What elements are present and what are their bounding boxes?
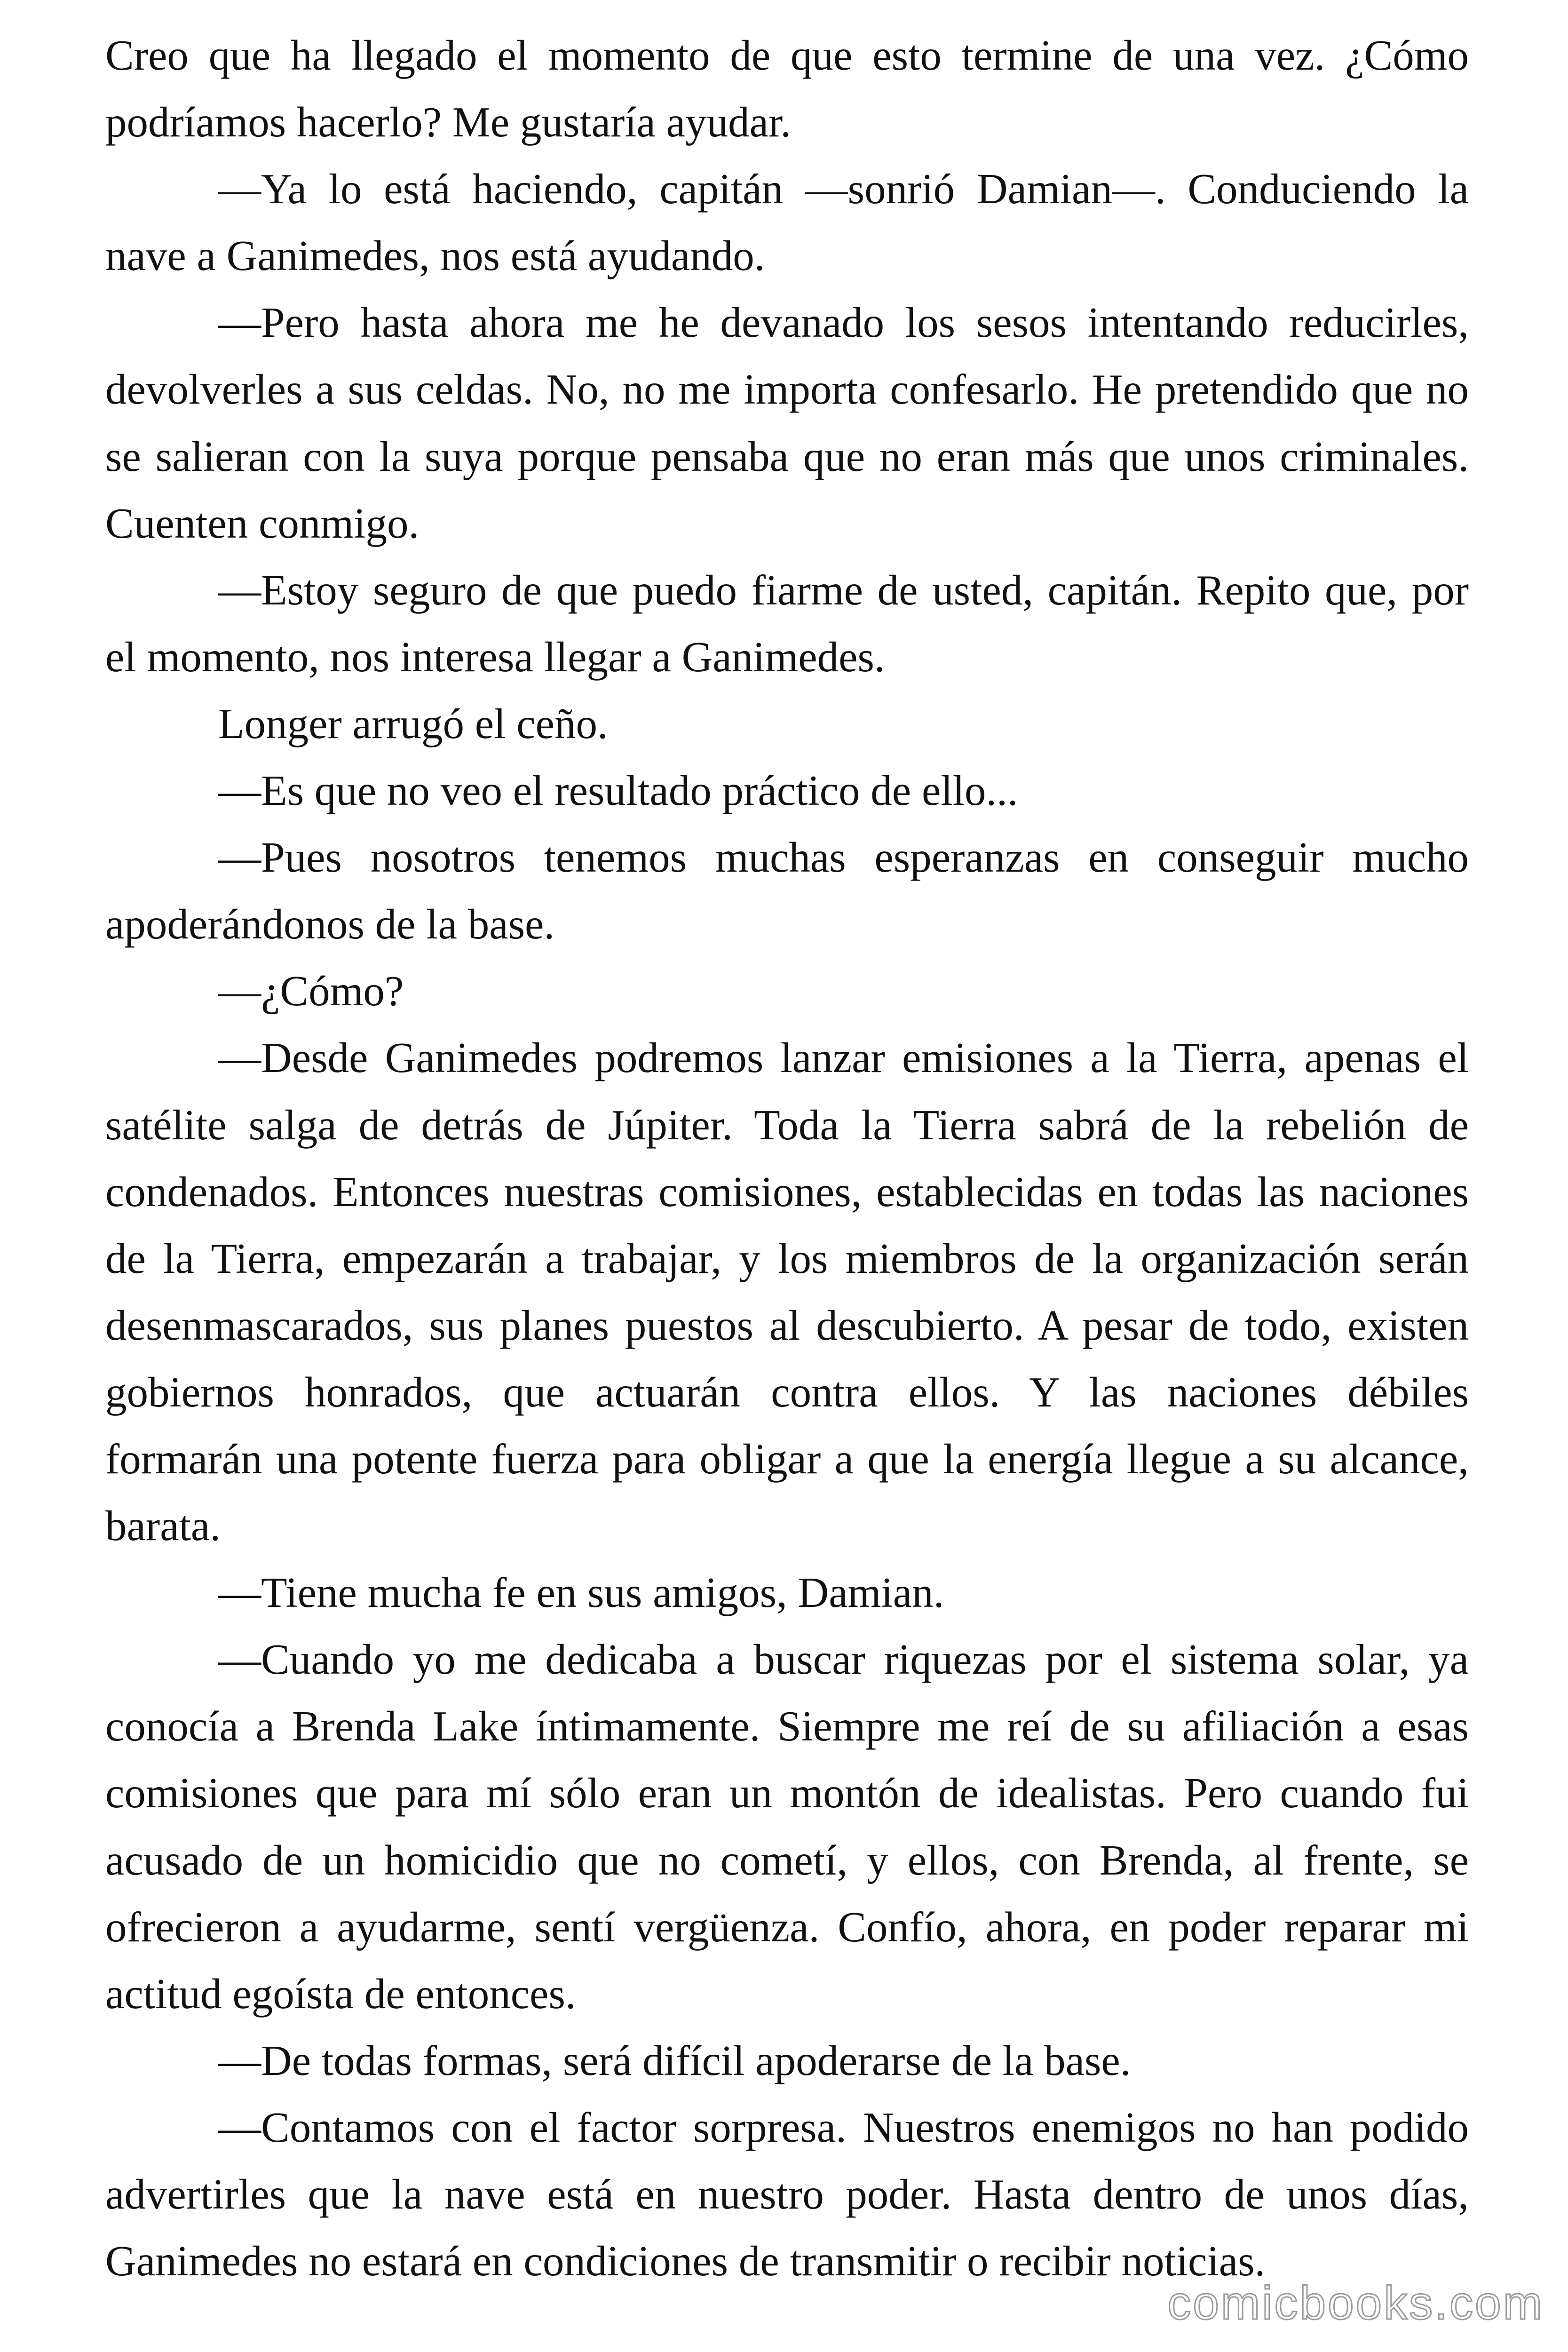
text-line: gobiernos honrados, que actuarán contra ellos. Y las naciones débiles <box>105 1368 1469 1416</box>
text-line: —Estoy seguro de que puedo fiarme de usted, capitán. Repito que, por <box>218 566 1469 614</box>
text-line: —Desde Ganimedes podremos lanzar emisiones a la Tierra, apenas el <box>218 1034 1469 1082</box>
paragraph <box>105 1626 1469 2027</box>
paragraph <box>105 22 1469 156</box>
paragraph <box>105 691 1469 757</box>
paragraph <box>105 958 1469 1025</box>
paragraph <box>105 1025 1469 1559</box>
text-line: se salieran con la suya porque pensaba que no eran más que unos criminales. <box>105 432 1469 480</box>
paragraph <box>105 2027 1469 2094</box>
text-line: —Pues nosotros tenemos muchas esperanzas en conseguir mucho <box>218 834 1469 882</box>
text-line: podríamos hacerlo? Me gustaría ayudar. <box>105 98 791 146</box>
text-line: satélite salga de detrás de Júpiter. Toda la Tierra sabrá de la rebelión de <box>105 1101 1469 1149</box>
text-line: nave a Ganimedes, nos está ayudando. <box>105 232 765 280</box>
paragraph <box>105 289 1469 556</box>
text-line: —Ya lo está haciendo, capitán —sonrió Damian—. Conduciendo la <box>218 165 1469 213</box>
text-line: actitud egoísta de entonces. <box>105 1970 576 2018</box>
text-line: Creo que ha llegado el momento de que esto termine de una vez. ¿Cómo <box>105 32 1469 79</box>
text-line: —¿Cómo? <box>218 967 404 1015</box>
paragraph <box>105 2094 1469 2295</box>
text-line: Longer arrugó el ceño. <box>218 699 608 747</box>
text-line: —Contamos con el factor sorpresa. Nuestros enemigos no han podido <box>218 2103 1469 2151</box>
text-line: formarán una potente fuerza para obligar a que la energía llegue a su alcance, <box>105 1435 1469 1483</box>
text-line: Ganimedes no estará en condiciones de transmitir o recibir noticias. <box>105 2237 1266 2285</box>
text-line: condenados. Entonces nuestras comisiones, establecidas en todas las naciones <box>105 1168 1469 1216</box>
text-line: —De todas formas, será difícil apoderarse de la base. <box>218 2036 1131 2084</box>
text-line: —Es que no veo el resultado práctico de ello... <box>218 767 1018 815</box>
text-line: advertirles que la nave está en nuestro poder. Hasta dentro de unos días, <box>105 2170 1469 2218</box>
text-body <box>105 22 1469 2295</box>
text-line: de la Tierra, empezarán a trabajar, y los miembros de la organización serán <box>105 1234 1469 1282</box>
text-line: barata. <box>105 1502 221 1550</box>
text-line: —Tiene mucha fe en sus amigos, Damian. <box>218 1569 944 1617</box>
text-line: Cuenten conmigo. <box>105 499 420 547</box>
text-line: ofrecieron a ayudarme, sentí vergüenza. Confío, ahora, en poder reparar mi <box>105 1903 1469 1951</box>
text-line: —Pero hasta ahora me he devanado los sesos intentando reducirles, <box>218 299 1469 347</box>
paragraph <box>105 824 1469 958</box>
text-line: conocía a Brenda Lake íntimamente. Siempre me reí de su afiliación a esas <box>105 1702 1469 1750</box>
paragraph <box>105 156 1469 289</box>
paragraph <box>105 757 1469 824</box>
text-line: —Cuando yo me dedicaba a buscar riquezas por el sistema solar, ya <box>218 1636 1469 1684</box>
text-line: el momento, nos interesa llegar a Ganimedes. <box>105 633 885 681</box>
text-line: devolverles a sus celdas. No, no me importa confesarlo. He pretendido que no <box>105 366 1469 413</box>
text-line: desenmascarados, sus planes puestos al descubierto. A pesar de todo, existen <box>105 1301 1469 1349</box>
watermark: comicbooks.com <box>1167 2277 1544 2329</box>
paragraph <box>105 557 1469 691</box>
text-line: acusado de un homicidio que no cometí, y ellos, con Brenda, al frente, se <box>105 1836 1469 1884</box>
text-line: apoderándonos de la base. <box>105 900 555 948</box>
paragraph <box>105 1559 1469 1626</box>
text-line: comisiones que para mí sólo eran un montón de idealistas. Pero cuando fui <box>105 1769 1469 1817</box>
